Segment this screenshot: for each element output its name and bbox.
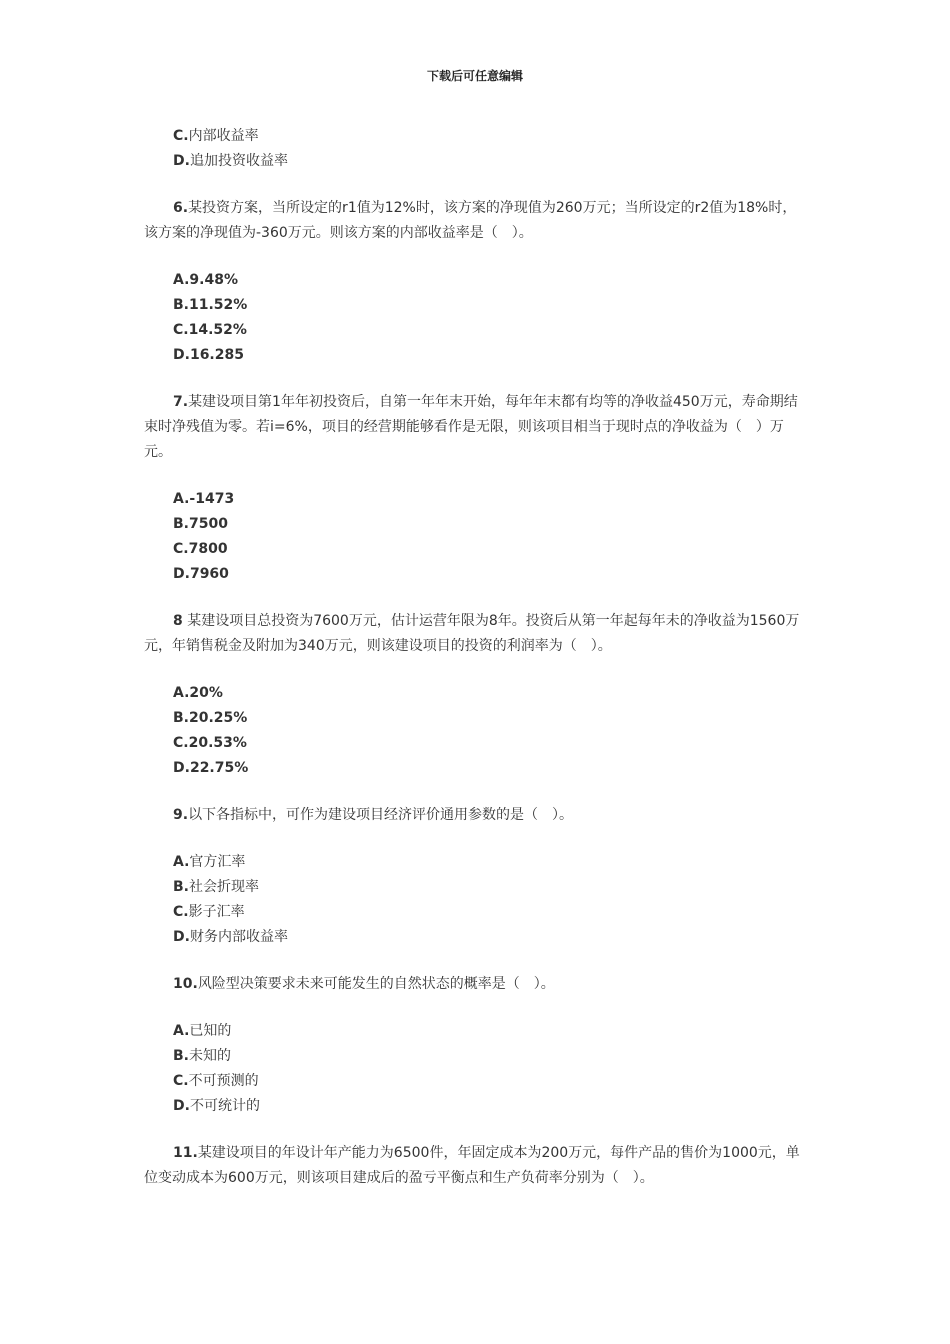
q9-option-d: D.财务内部收益率 — [173, 929, 288, 945]
q10-option-a: A.已知的 — [173, 1023, 232, 1039]
q6-option-a: A.9.48% — [173, 272, 238, 288]
question-7: 7.某建设项目第1年年初投资后，自第一年年末开始，每年年末都有均等的净收益450万元，寿命期结束时净残值为零。若i=6%，项目的经营期能够看作是无限，则该项目相当于现时点的净收益为（ ）万元。 — [144, 394, 798, 460]
q9-option-a: A.官方汇率 — [173, 854, 246, 870]
question-9: 9.以下各指标中，可作为建设项目经济评价通用参数的是（ ）。 — [173, 807, 574, 823]
option-d: D.追加投资收益率 — [173, 153, 288, 169]
question-6: 6.某投资方案，当所设定的r1值为12%时，该方案的净现值为260万元；当所设定的r2值为18%时，该方案的净现值为-360万元。则该方案的内部收益率是（ ）。 — [144, 200, 797, 241]
question-8: 8 某建设项目总投资为7600万元，估计运营年限为8年。投资后从第一年起每年未的净收益为1560万元，年销售税金及附加为340万元，则该建设项目的投资的利润率为（ ）。 — [144, 613, 800, 654]
q7-option-b: B.7500 — [173, 516, 228, 532]
q8-option-b: B.20.25% — [173, 710, 248, 726]
q8-option-d: D.22.75% — [173, 760, 249, 776]
q7-option-d: D.7960 — [173, 566, 229, 582]
q8-option-c: C.20.53% — [173, 735, 247, 751]
page-header: 下载后可任意编辑 — [426, 69, 523, 83]
option-c: C.内部收益率 — [173, 128, 259, 144]
q10-option-d: D.不可统计的 — [173, 1098, 260, 1114]
q7-option-c: C.7800 — [173, 541, 228, 557]
document-body — [144, 124, 806, 1191]
q6-option-b: B.11.52% — [173, 297, 248, 313]
q8-option-a: A.20% — [173, 685, 223, 701]
q10-option-b: B.未知的 — [173, 1048, 231, 1064]
question-11: 11.某建设项目的年设计年产能力为6500件，年固定成本为200万元，每件产品的售价为1000元，单位变动成本为600万元，则该项目建成后的盈亏平衡点和生产负荷率分别为（ ）。 — [144, 1145, 800, 1186]
q9-option-b: B.社会折现率 — [173, 879, 259, 895]
q6-option-c: C.14.52% — [173, 322, 247, 338]
q10-option-c: C.不可预测的 — [173, 1073, 259, 1089]
q9-option-c: C.影子汇率 — [173, 904, 245, 920]
q6-option-d: D.16.285 — [173, 347, 244, 363]
question-10: 10.风险型决策要求未来可能发生的自然状态的概率是（ ）。 — [173, 976, 555, 992]
q7-option-a: A.-1473 — [173, 491, 235, 507]
